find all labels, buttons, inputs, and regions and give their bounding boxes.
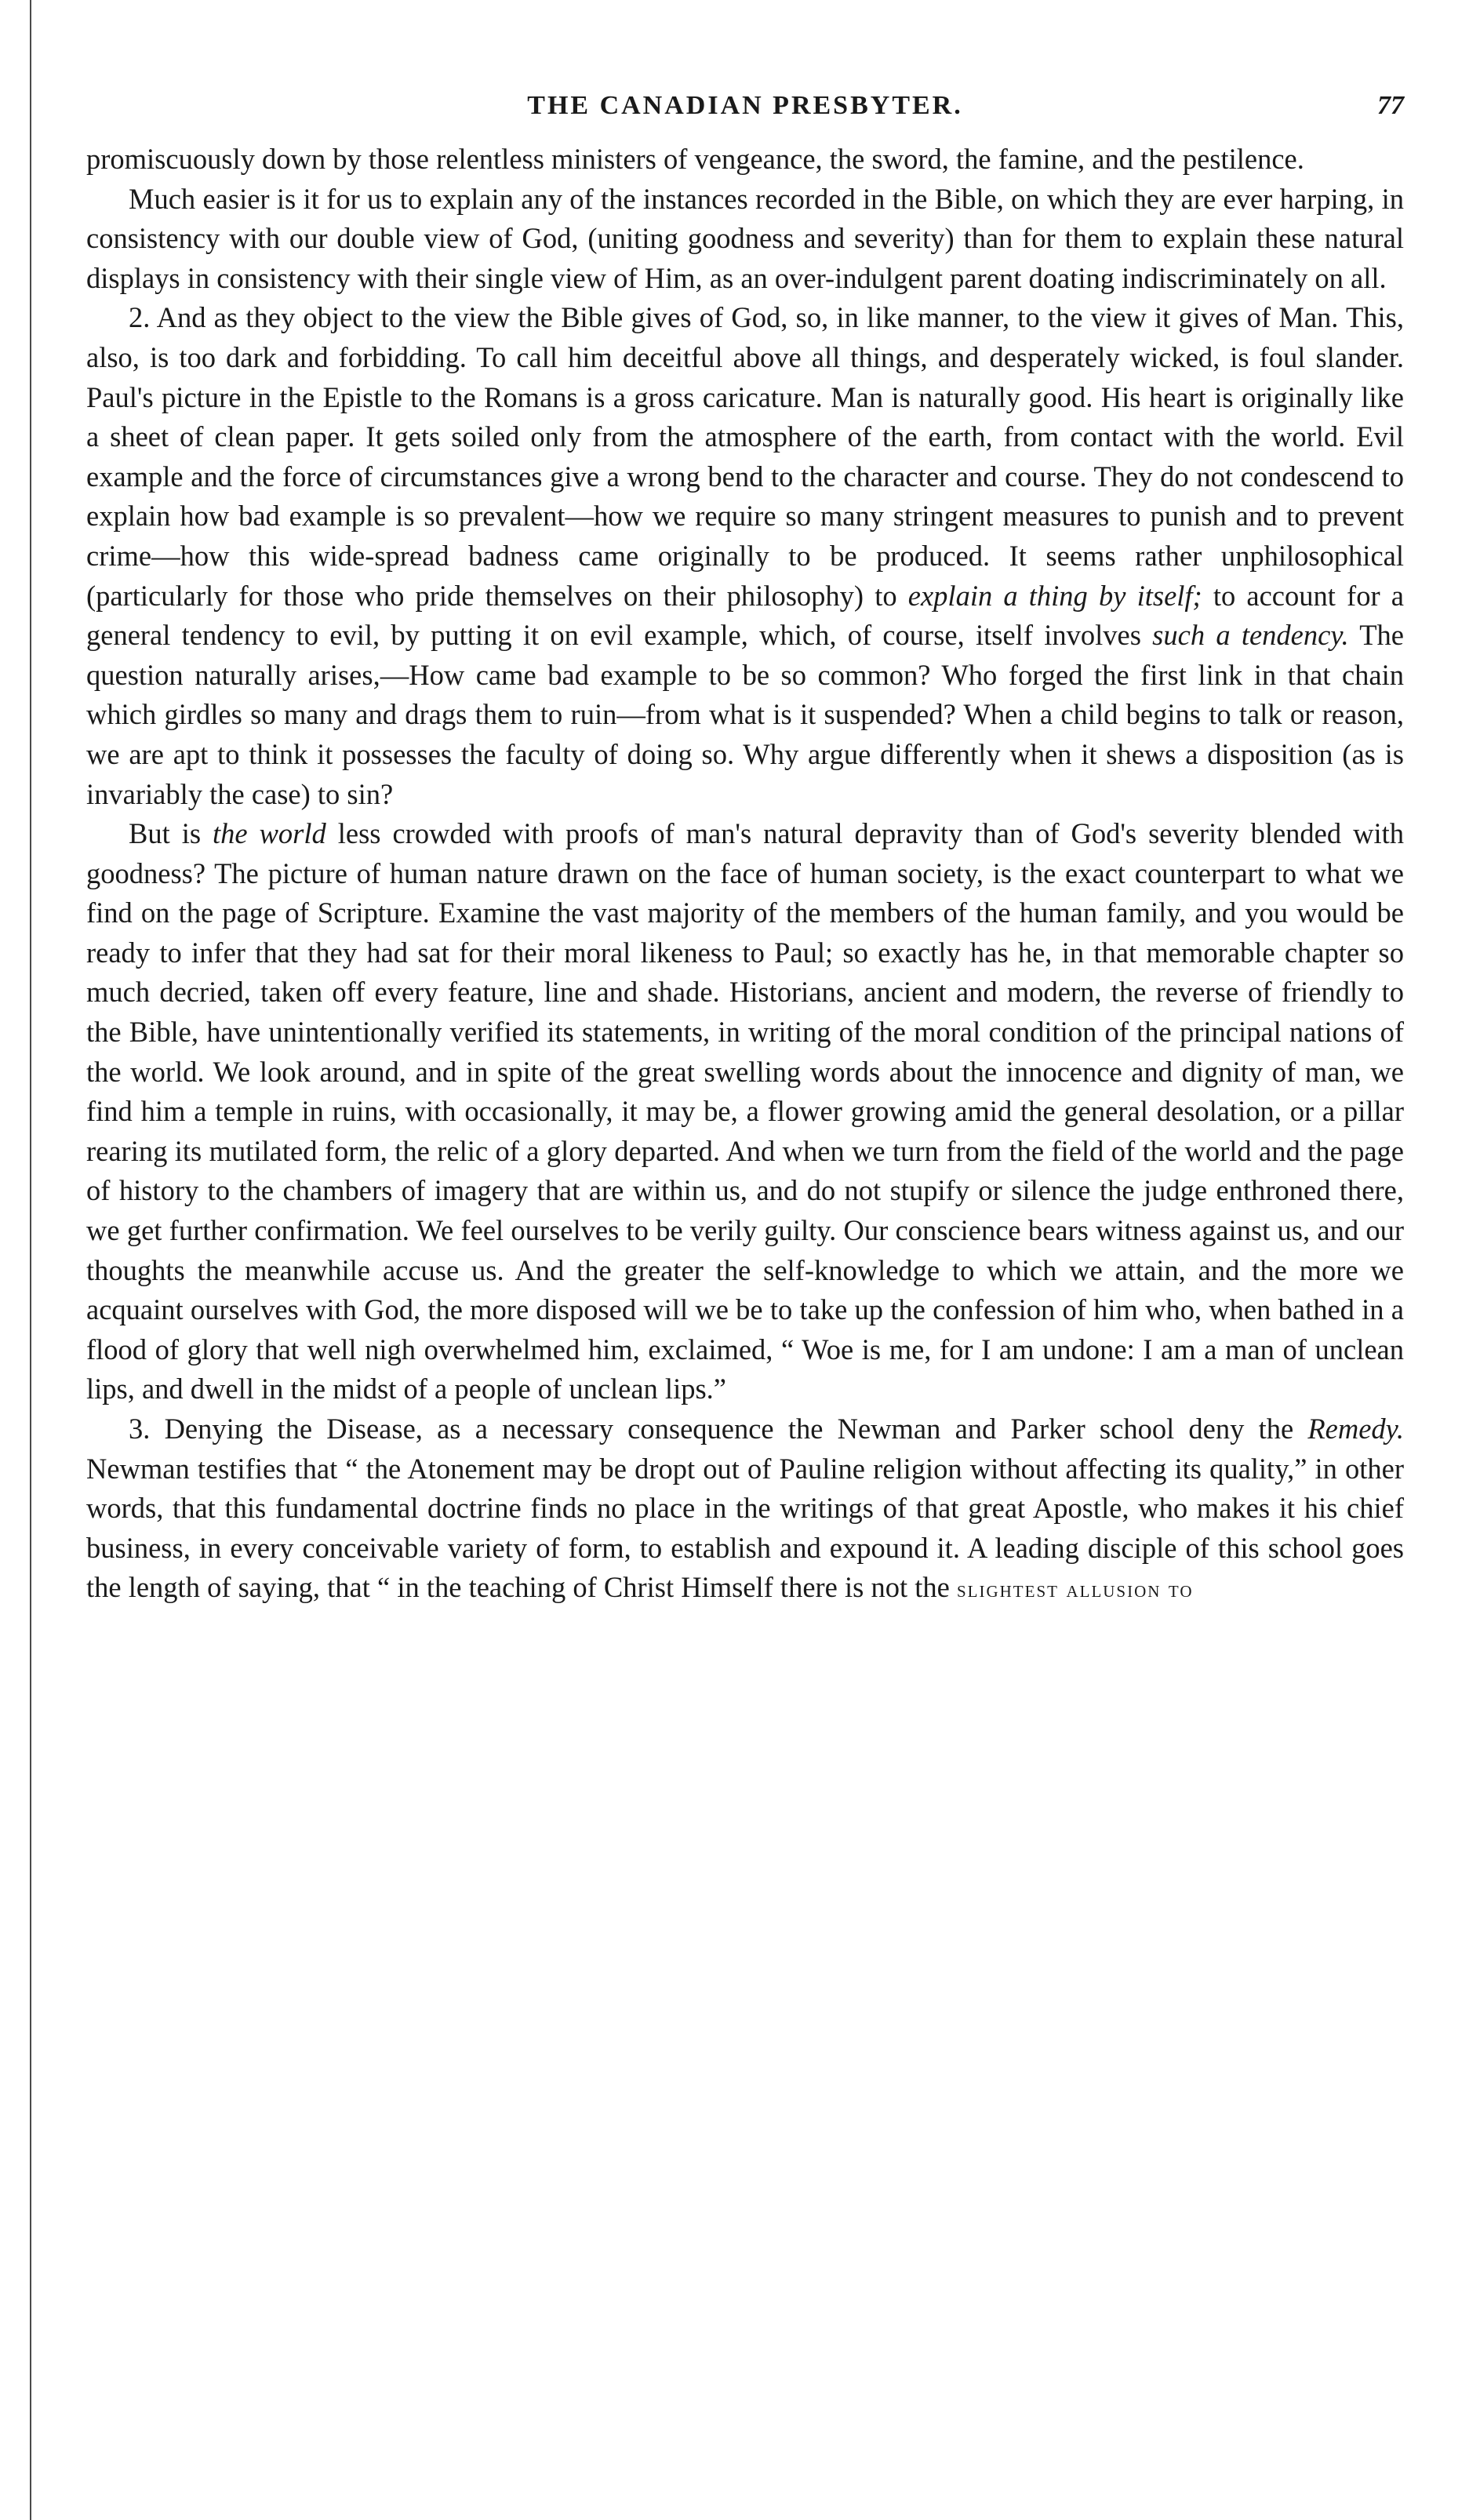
paragraph-1-text: promiscuously down by those relentless ministers of vengeance, the sword, the famine, and the pestilence.	[86, 143, 1304, 175]
paragraph-3-text-a: 2. And as they object to the view the Bible gives of God, so, in like manner, to the view it gives of Man. This, also, is too dark and forbidding. To call him deceitful above all things, and desperately wicked, is foul slander. Paul's picture in the Epistle to the Romans is a gross caricature. Man is naturally good. His heart is originally like a sheet of clean paper. It gets soiled only from the atmosphere of the earth, from contact with the world. Evil example and the force of circumstances give a wrong bend to the character and course. They do not condescend to explain how bad example is so prevalent—how we require so many stringent measures to punish and to prevent crime—how this wide-spread badness came originally to be produced. It seems rather unphilosophical (particularly for those who pride themselves on their philosophy) to	[86, 301, 1404, 612]
paragraph-5	[86, 1409, 1404, 1610]
paragraph-4	[86, 814, 1404, 1409]
running-title: THE CANADIAN PRESBYTER.	[527, 91, 963, 120]
paragraph-2-text: Much easier is it for us to explain any of the instances recorded in the Bible, on which they are ever harping, in consistency with our double view of God, (uniting goodness and severity) than for them to explain these natural displays in consistency with their single view of Him, as an over-indulgent parent doating indiscriminately on all.	[86, 182, 1404, 294]
body-text	[86, 140, 1404, 1610]
page-number: 77	[1377, 91, 1404, 120]
paragraph-5-text-b: Newman testifies that “ the Atonement may be dropt out of Pauline religion without affecting its quality,” in other words, that this fundamental doctrine finds no place in the writings of that great Apostle, who makes it his chief business, in every conceivable variety of form, to establish and expound it. A leading disciple of this school goes the length of saying, that “ in the teaching of Christ Himself there is not the	[86, 1452, 1404, 1604]
paragraph-5-text-a: 3. Denying the Disease, as a necessary consequence the Newman and Parker school deny the	[129, 1413, 1308, 1445]
paragraph-3	[86, 298, 1404, 814]
margin-rule	[30, 0, 31, 2520]
paragraph-3-italic-b: such a tendency.	[1152, 619, 1349, 652]
paragraph-5-small-caps: slightest allusion to	[956, 1576, 1194, 1603]
paragraph-3-text-b: to account for a general tendency to evil, by putting it on evil example, which, of course, itself involves	[86, 579, 1404, 652]
running-head	[86, 86, 1404, 133]
paragraph-5-italic: Remedy.	[1307, 1413, 1404, 1445]
paragraph-4-text-a: But is	[129, 817, 213, 850]
paragraph-4-text-b: less crowded with proofs of man's natural depravity than of God's severity blended with goodness? The picture of human nature drawn on the face of human society, is the exact counterpart to what we find on the page of Scripture. Examine the vast majority of the members of the human family, and you would be ready to infer that they had sat for their moral likeness to Paul; so exactly has he, in that memorable chapter so much decried, taken off every feature, line and shade. Historians, ancient and modern, the reverse of friendly to the Bible, have unintentionally verified its statements, in writing of the moral condition of the principal nations of the world. We look around, and in spite of the great swelling words about the innocence and dignity of man, we find him a temple in ruins, with occasionally, it may be, a flower growing amid the general desolation, or a pillar rearing its mutilated form, the relic of a glory departed. And when we turn from the field of the world and the page of history to the chambers of imagery that are within us, and do not stupify or silence the judge enthroned there, we get further confirmation. We feel ourselves to be verily guilty. Our conscience bears witness against us, and our thoughts the meanwhile accuse us. And the greater the self-knowledge to which we attain, and the more we acquaint ourselves with God, the more disposed will we be to take up the confession of him who, when bathed in a flood of glory that well nigh overwhelmed him, exclaimed, “ Woe is me, for I am undone: I am a man of unclean lips, and dwell in the midst of a people of unclean lips.”	[86, 817, 1404, 1405]
paragraph-2	[86, 180, 1404, 299]
book-page	[86, 86, 1404, 1610]
paragraph-4-italic: the world	[213, 817, 326, 850]
paragraph-3-italic-a: explain a thing by itself;	[907, 579, 1202, 612]
paragraph-3-text-c: The question naturally arises,—How came bad example to be so common? Who forged the first link in that chain which girdles so many and drags them to ruin—from what is it suspended? When a child begins to talk or reason, we are apt to think it possesses the faculty of doing so. Why argue differently when it shews a disposition (as is invariably the case) to sin?	[86, 619, 1404, 810]
paragraph-1	[86, 140, 1404, 180]
